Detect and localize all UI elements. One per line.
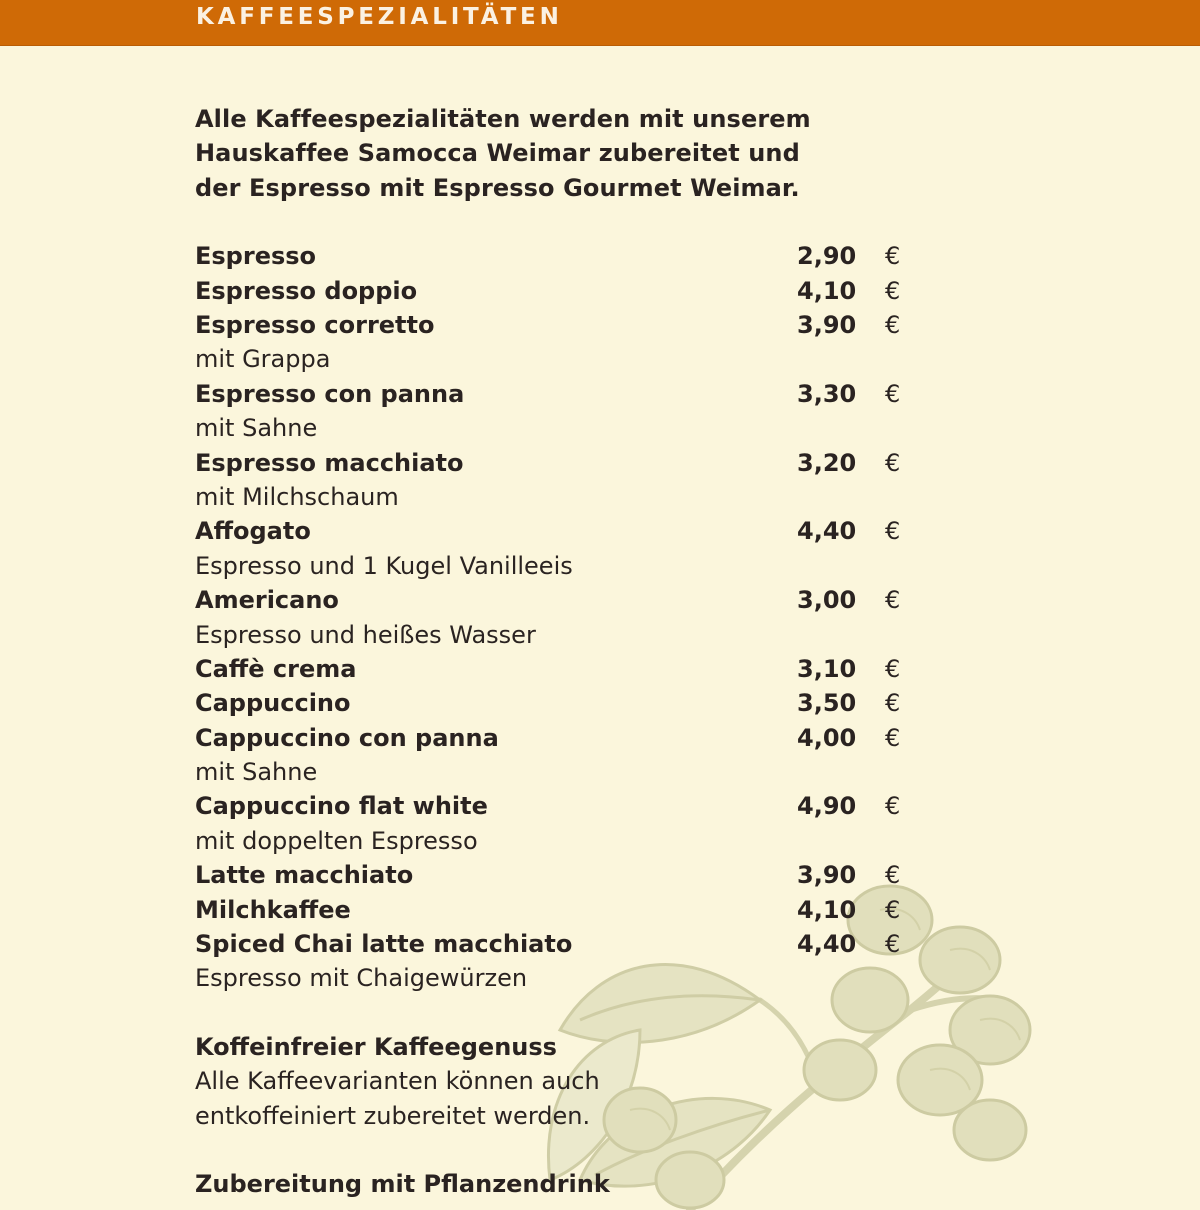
currency-symbol: € (885, 654, 901, 683)
menu-item-row (195, 789, 915, 823)
currency-symbol: € (885, 448, 901, 477)
menu-item-row (195, 686, 915, 720)
menu-item-description: mit doppelten Espresso (195, 826, 478, 855)
plant-drink-section (195, 1167, 915, 1201)
menu-item (195, 514, 915, 583)
menu-item-description: Espresso mit Chaigewürzen (195, 964, 528, 993)
menu-item-price: 2,90 (797, 242, 857, 271)
menu-item-name: Affogato (195, 517, 311, 546)
currency-symbol: € (885, 930, 901, 959)
plant-drink-title: Zubereitung mit Pflanzendrink (195, 1170, 610, 1199)
decaf-title: Koffeinfreier Kaffeegenuss (195, 1032, 557, 1061)
menu-item (195, 858, 915, 892)
menu-item-price: 3,10 (797, 654, 857, 683)
menu-item-name: Espresso corretto (195, 311, 435, 339)
menu-item-price: 3,90 (797, 311, 857, 339)
menu-item-name: Milchkaffee (195, 895, 351, 924)
menu-item-price: 4,00 (797, 723, 857, 752)
menu-item-row (195, 927, 915, 961)
menu-item-name: Cappuccino (195, 689, 351, 718)
menu-item-description: Espresso und heißes Wasser (195, 620, 536, 649)
menu-item-row (195, 274, 915, 308)
currency-symbol: € (885, 242, 901, 271)
currency-symbol: € (885, 311, 901, 339)
currency-symbol: € (885, 895, 901, 924)
menu-content (195, 102, 915, 1201)
menu-item (195, 927, 915, 996)
menu-item-name: Americano (195, 586, 339, 615)
menu-item-name: Espresso (195, 242, 317, 271)
decaf-text-line: Alle Kaffeevarianten können auch (195, 1067, 600, 1096)
menu-item-row (195, 583, 915, 617)
menu-item-price: 4,40 (797, 930, 857, 959)
menu-item-row (195, 377, 915, 411)
menu-item-description: mit Grappa (195, 345, 331, 374)
menu-item-row (195, 721, 915, 755)
menu-item-price: 4,90 (797, 792, 857, 821)
currency-symbol: € (885, 517, 901, 546)
currency-symbol: € (885, 379, 901, 408)
menu-item-row (195, 514, 915, 548)
menu-item-name: Latte macchiato (195, 861, 414, 890)
menu-item-name: Espresso doppio (195, 276, 418, 305)
menu-item-name: Espresso macchiato (195, 448, 464, 477)
menu-item-row (195, 893, 915, 927)
menu-item-name: Cappuccino con panna (195, 723, 499, 752)
menu-item (195, 239, 915, 273)
menu-item-price: 3,20 (797, 448, 857, 477)
menu-item-price: 4,10 (797, 276, 857, 305)
intro-line: der Espresso mit Espresso Gourmet Weimar. (195, 173, 800, 202)
menu-item-description: mit Milchschaum (195, 482, 399, 511)
menu-item-row (195, 858, 915, 892)
menu-item-row (195, 446, 915, 480)
menu-item (195, 308, 915, 377)
currency-symbol: € (885, 723, 901, 752)
currency-symbol: € (885, 792, 901, 821)
menu-item-price: 4,10 (797, 895, 857, 924)
menu-item (195, 789, 915, 858)
menu-item (195, 652, 915, 686)
coffee-menu-list (195, 239, 915, 996)
currency-symbol: € (885, 861, 901, 890)
menu-item (195, 274, 915, 308)
menu-item (195, 721, 915, 790)
intro-line: Alle Kaffeespezialitäten werden mit unserem (195, 105, 811, 133)
menu-item-name: Spiced Chai latte macchiato (195, 930, 573, 959)
menu-item-name: Caffè crema (195, 654, 357, 683)
menu-item-description: mit Sahne (195, 414, 318, 443)
intro-line: Hauskaffee Samocca Weimar zubereitet und (195, 139, 800, 168)
menu-item (195, 893, 915, 927)
menu-item-description: Espresso und 1 Kugel Vanilleeis (195, 551, 573, 580)
menu-item-description: mit Sahne (195, 758, 318, 787)
menu-item-row (195, 308, 915, 342)
menu-item-price: 3,50 (797, 689, 857, 718)
menu-item-price: 3,00 (797, 586, 857, 615)
currency-symbol: € (885, 586, 901, 615)
menu-item (195, 583, 915, 652)
currency-symbol: € (885, 689, 901, 718)
decaf-text-line: entkoffeiniert zubereitet werden. (195, 1101, 591, 1130)
menu-item (195, 446, 915, 515)
menu-item-name: Espresso con panna (195, 379, 465, 408)
menu-item-row (195, 239, 915, 273)
menu-item (195, 686, 915, 720)
currency-symbol: € (885, 276, 901, 305)
menu-item-price: 4,40 (797, 517, 857, 546)
menu-item-name: Cappuccino flat white (195, 792, 488, 821)
menu-item-price: 3,90 (797, 861, 857, 890)
decaf-section (195, 1030, 915, 1133)
menu-item-price: 3,30 (797, 379, 857, 408)
menu-item (195, 377, 915, 446)
intro-text (195, 102, 915, 205)
page-title: KAFFEESPEZIALITÄTEN (196, 4, 563, 30)
menu-item-row (195, 652, 915, 686)
header-bar (0, 0, 1200, 46)
